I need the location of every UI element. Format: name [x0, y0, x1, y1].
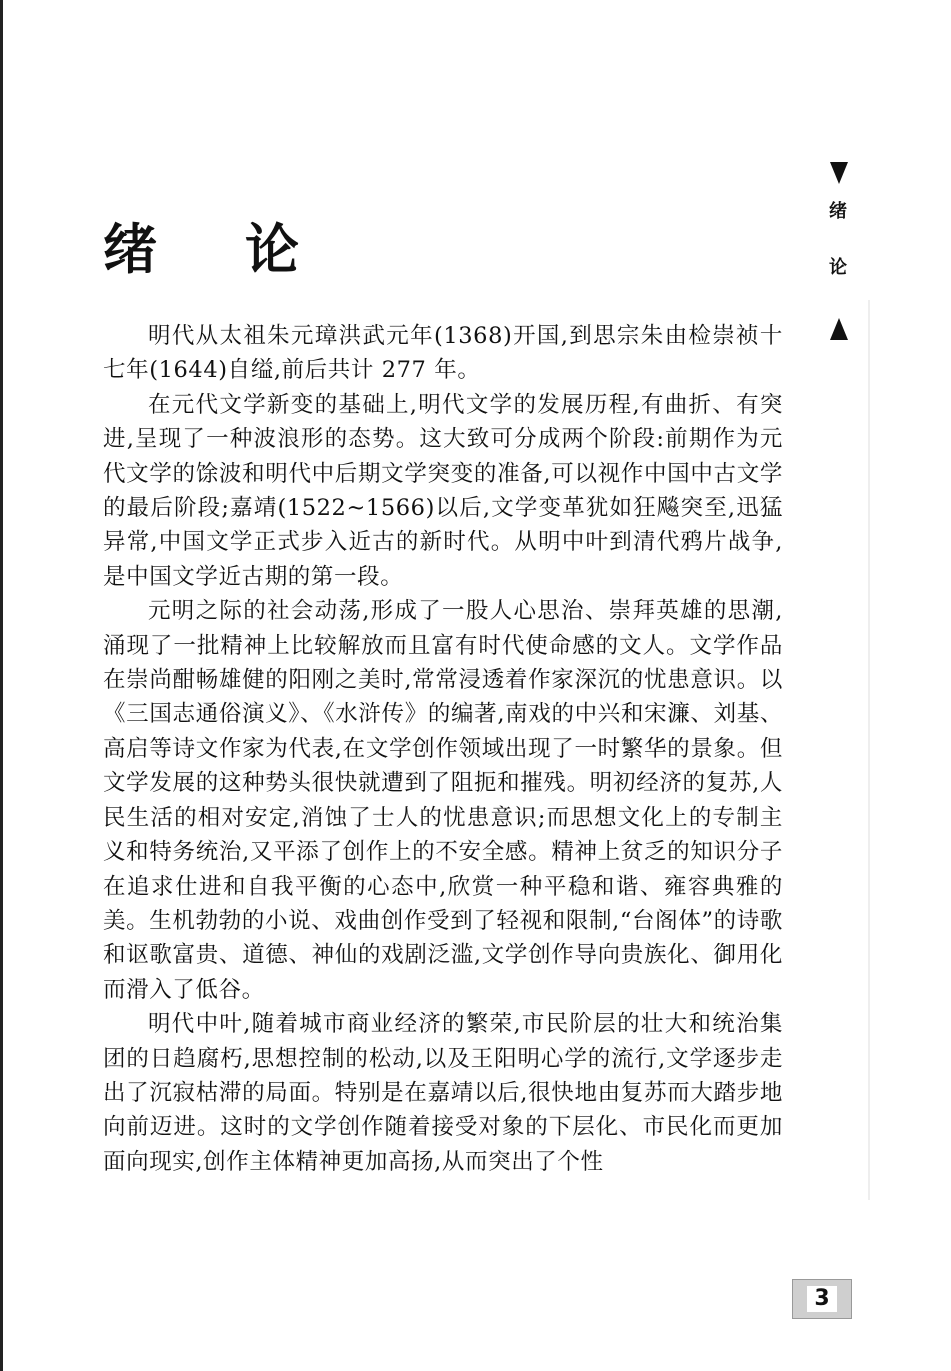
paragraph: 明代中叶,随着城市商业经济的繁荣,市民阶层的壮大和统治集团的日趋腐朽,思想控制的松动,以及王阳明心学的流行,文学逐步走出了沉寂枯滞的局面。特别是在嘉靖以后,很快地由复苏而大踏步地向前迈进。这时的文学创作随着接受对象的下层化、市民化而更加面向现实,创作主体精神更加高扬,从而突出了个性 [103, 1011, 783, 1175]
chapter-side-tab [822, 150, 862, 360]
body-text [103, 319, 783, 1179]
margin-texture [868, 300, 870, 1200]
page-number-badge [792, 1279, 852, 1319]
side-tab-char: 论 [829, 257, 847, 278]
page-edge-rule [0, 0, 3, 1371]
triangle-down-icon [830, 162, 848, 184]
page-number: 3 [807, 1286, 837, 1312]
chapter-title: 绪论 [103, 218, 387, 281]
paragraph: 在元代文学新变的基础上,明代文学的发展历程,有曲折、有突进,呈现了一种波浪形的态势。这大致可分成两个阶段:前期作为元代文学的馀波和明代中后期文学突变的准备,可以视作中国中古文学的最后阶段;嘉靖(1522~1566)以后,文学变革犹如狂飚突至,迅猛异常,中国文学正式步入近古的新时代。从明中叶到清代鸦片战争,是中国文学近古期的第一段。 [103, 391, 783, 590]
paragraph: 元明之际的社会动荡,形成了一股人心思治、崇拜英雄的思潮,涌现了一批精神上比较解放而且富有时代使命感的文人。文学作品在崇尚酣畅雄健的阳刚之美时,常常浸透着作家深沉的忧患意识。以《三国志通俗演义》、《水浒传》的编著,南戏的中兴和宋濂、刘基、高启等诗文作家为代表,在文学创作领域出现了一时繁华的景象。但文学发展的这种势头很快就遭到了阻扼和摧残。明初经济的复苏,人民生活的相对安定,消蚀了士人的忧患意识;而思想文化上的专制主义和特务统治,又平添了创作上的不安全感。精神上贫乏的知识分子在追求仕进和自我平衡的心态中,欣赏一种平稳和谐、雍容典雅的美。生机勃勃的小说、戏曲创作受到了轻视和限制,“台阁体”的诗歌和讴歌富贵、道德、神仙的戏剧泛滥,文学创作导向贵族化、御用化而滑入了低谷。 [103, 598, 783, 1003]
triangle-up-icon [830, 318, 848, 340]
side-tab-char: 绪 [829, 201, 847, 222]
paragraph: 明代从太祖朱元璋洪武元年(1368)开国,到思宗朱由检崇祯十七年(1644)自缢,前后共计 277 年。 [103, 323, 783, 384]
